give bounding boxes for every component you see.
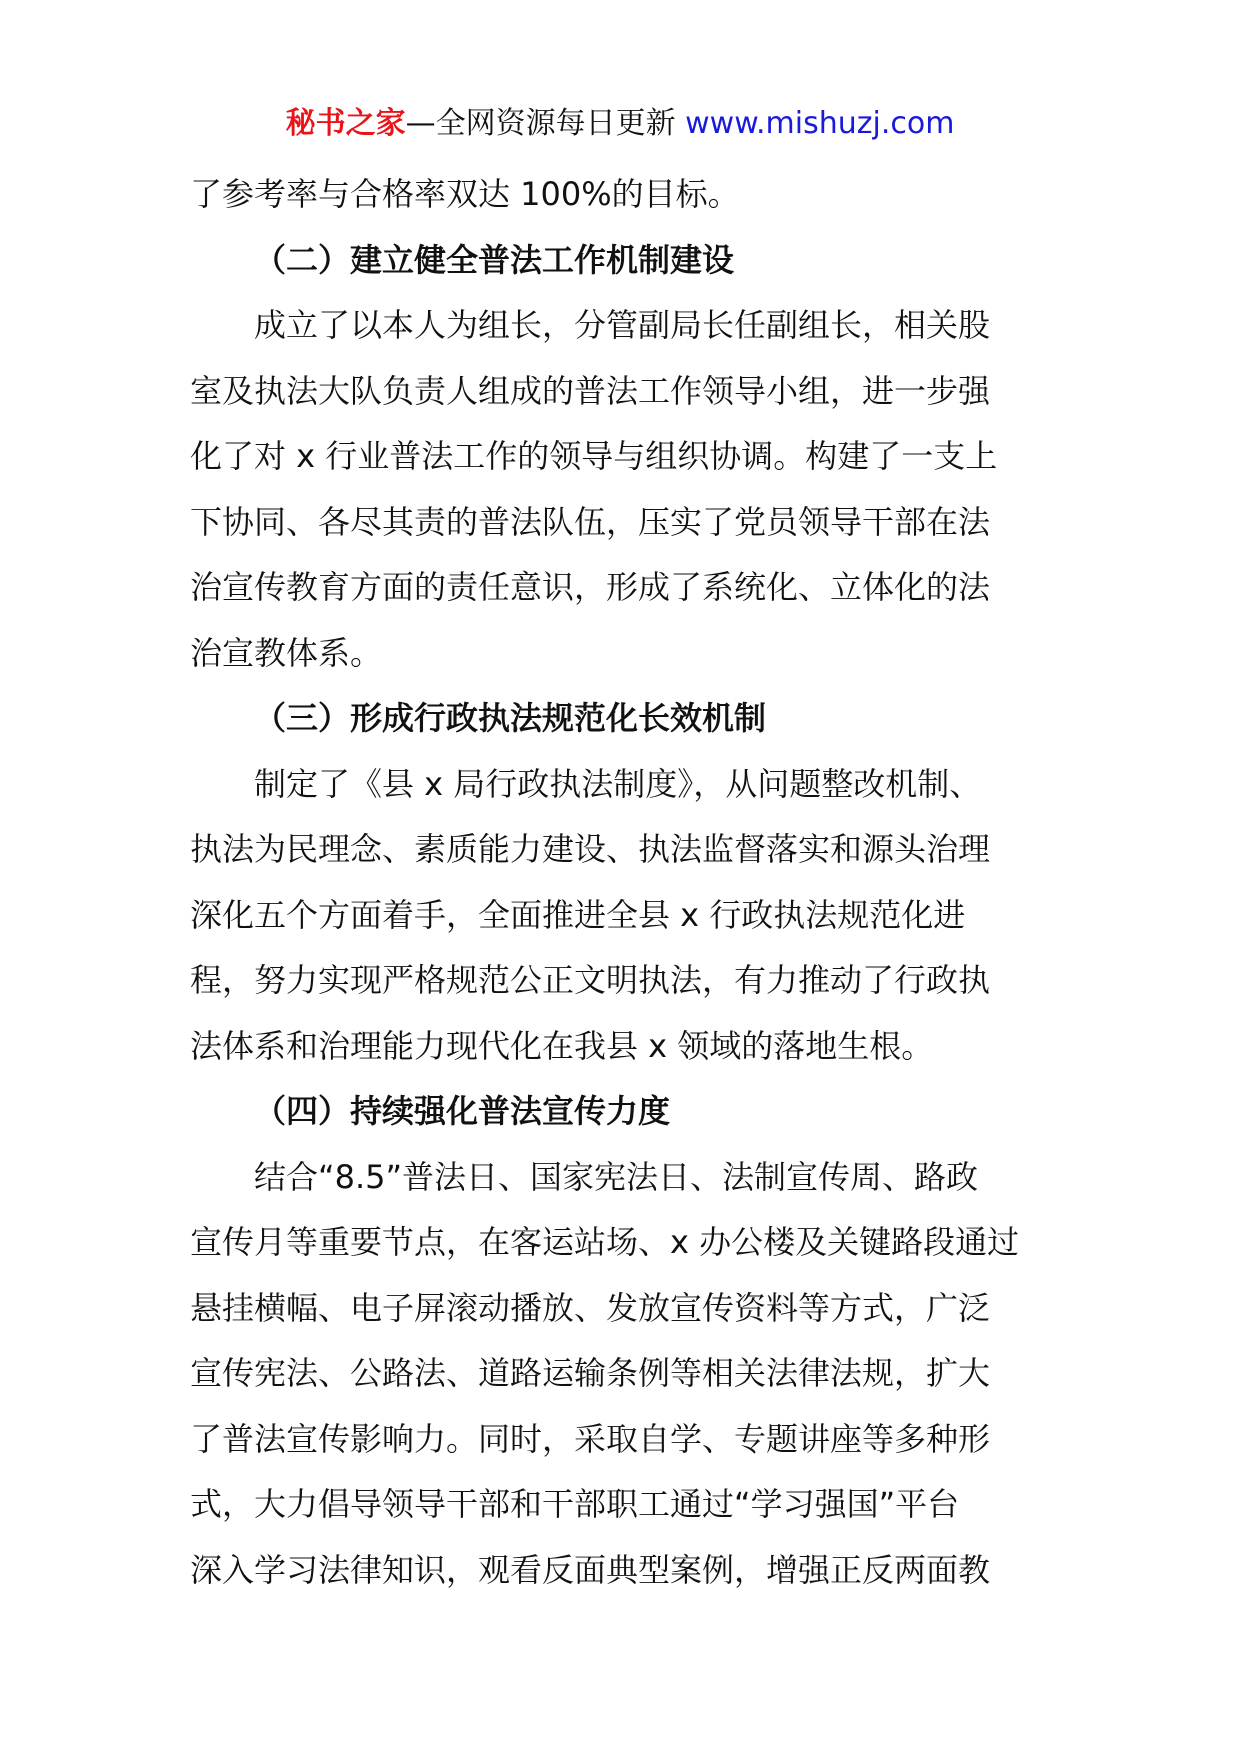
paragraph-line: 执法为民理念、素质能力建设、执法监督落实和源头治理 (190, 830, 991, 868)
paragraph-line: 宣传宪法、公路法、道路运输条例等相关法律法规，扩大 (190, 1354, 991, 1392)
paragraph-line: 化了对 x 行业普法工作的领导与组织协调。构建了一支上 (190, 437, 998, 475)
paragraph-line: 深入学习法律知识，观看反面典型案例，增强正反两面教 (190, 1550, 991, 1589)
site-url-link[interactable]: www.mishuzj.com (685, 106, 955, 141)
paragraph-line: 了普法宣传影响力。同时，采取自学、专题讲座等多种形 (190, 1419, 991, 1458)
section-heading-3: （三）形成行政执法规范化长效机制 (254, 699, 767, 737)
section-heading-2: （二）建立健全普法工作机制建设 (254, 240, 735, 279)
paragraph-line: 宣传月等重要节点，在客运站场、x 办公楼及关键路段通过 (190, 1223, 1020, 1261)
paragraph-line: 室及执法大队负责人组成的普法工作领导小组，进一步强 (190, 371, 991, 410)
paragraph-line: 下协同、各尽其责的普法队伍，压实了党员领导干部在法 (190, 502, 991, 541)
paragraph-line: 治宣传教育方面的责任意识，形成了系统化、立体化的法 (190, 568, 991, 606)
paragraph-line: 式，大力倡导领导干部和干部职工通过“学习强国”平台 (190, 1485, 960, 1523)
paragraph-line: 治宣教体系。 (190, 633, 383, 672)
paragraph-line: 法体系和治理能力现代化在我县 x 领域的落地生根。 (190, 1026, 934, 1065)
paragraph-line: 了参考率与合格率双达 100%的目标。 (190, 175, 740, 213)
paragraph-line: 深化五个方面着手，全面推进全县 x 行政执法规范化进 (190, 895, 966, 934)
paragraph-line: 制定了《县 x 局行政执法制度》，从问题整改机制、 (254, 764, 982, 803)
site-tagline: —全网资源每日更新 (405, 106, 686, 141)
paragraph-line: 程，努力实现严格规范公正文明执法，有力推动了行政执 (190, 961, 991, 999)
paragraph-line: 成立了以本人为组长，分管副局长任副组长，相关股 (254, 306, 991, 344)
paragraph-line: 结合“8.5”普法日、国家宪法日、法制宣传周、路政 (254, 1157, 979, 1196)
site-header (0, 102, 1240, 146)
site-brand: 秘书之家 (285, 106, 406, 141)
section-heading-4: （四）持续强化普法宣传力度 (254, 1092, 671, 1130)
document-body (190, 162, 1058, 1603)
paragraph-line: 悬挂横幅、电子屏滚动播放、发放宣传资料等方式，广泛 (190, 1288, 991, 1327)
